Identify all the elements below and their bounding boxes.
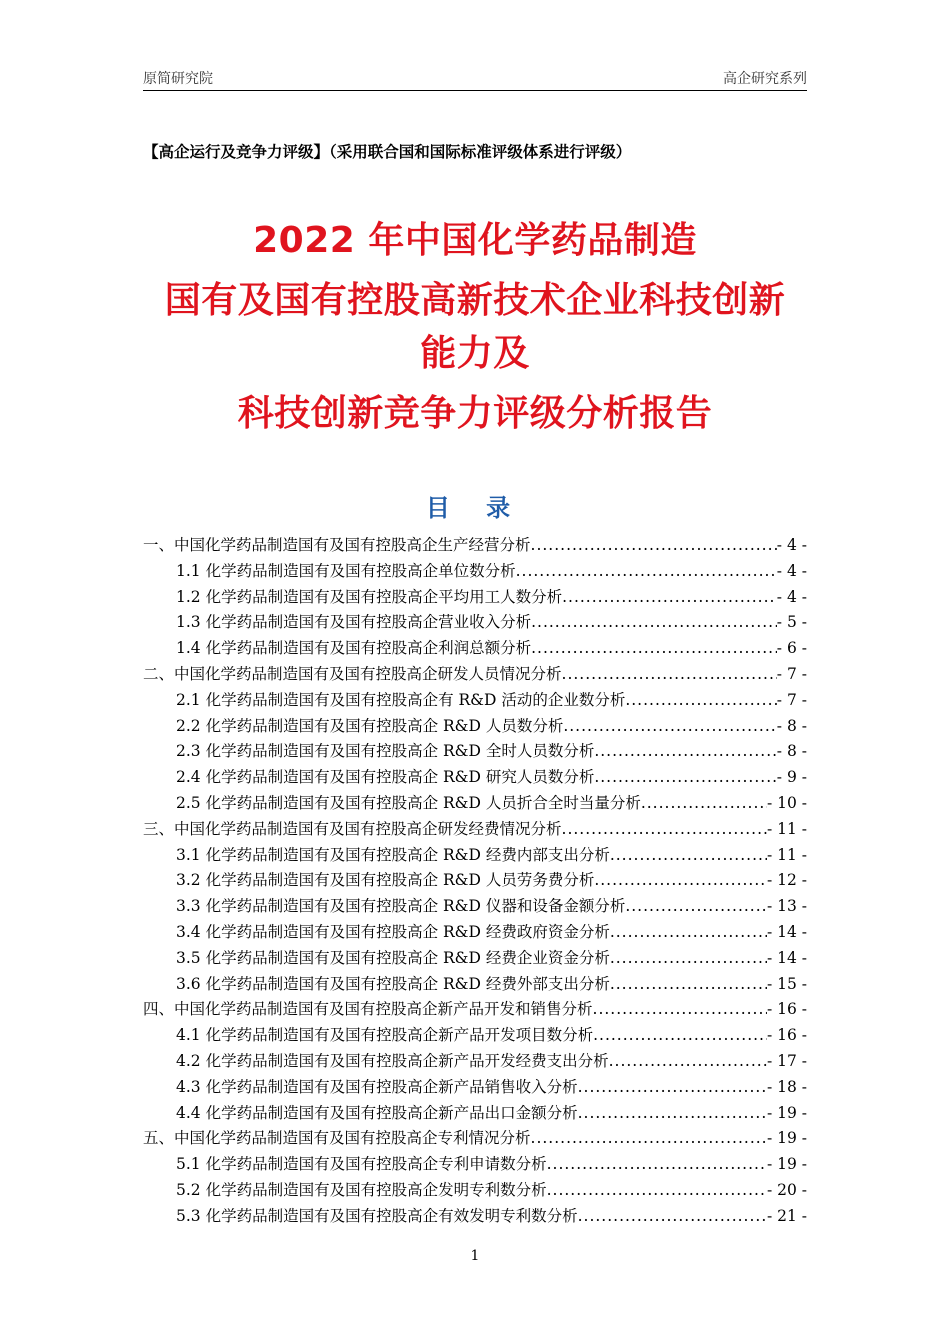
toc-leader-dots [594, 768, 776, 786]
toc-entry[interactable] [143, 946, 807, 972]
toc-entry-page: - 11 - [766, 819, 807, 838]
toc-entry[interactable] [143, 636, 807, 662]
toc-entry-page: - 19 - [766, 1103, 807, 1122]
toc-leader-dots [562, 820, 767, 838]
toc-entry[interactable] [143, 1204, 807, 1230]
toc-entry-title: 4.2 化学药品制造国有及国有控股高企新产品开发经费支出分析 [176, 1051, 609, 1070]
toc-entry[interactable] [143, 559, 807, 585]
toc-entry[interactable] [143, 662, 807, 688]
toc-entry[interactable] [143, 533, 807, 559]
toc-entry-page: - 19 - [766, 1155, 807, 1174]
toc-entry-title: 一、中国化学药品制造国有及国有控股高企生产经营分析 [143, 536, 531, 554]
toc-leader-dots [531, 1129, 767, 1147]
toc-entry-page: - 17 - [766, 1051, 807, 1070]
toc-entry-title: 3.4 化学药品制造国有及国有控股高企 R&D 经费政府资金分析 [176, 922, 610, 941]
toc-leader-dots [610, 949, 767, 967]
toc-entry-page: - 7 - [776, 664, 807, 683]
toc-entry-title: 2.4 化学药品制造国有及国有控股高企 R&D 研究人员数分析 [176, 768, 595, 787]
toc-entry-page: - 14 - [766, 948, 807, 967]
toc-leader-dots [578, 1078, 767, 1096]
toc-entry-page: - 10 - [766, 793, 807, 812]
toc-leader-dots [562, 665, 777, 683]
toc-entry[interactable] [143, 1126, 807, 1152]
toc-entry[interactable] [143, 1178, 807, 1204]
toc-leader-dots [641, 794, 767, 812]
title-line-4: 科技创新竞争力评级分析报告 [237, 393, 713, 434]
page-number: 1 [470, 1248, 480, 1264]
header-left: 原简研究院 [143, 71, 213, 87]
toc-entry-title: 2.3 化学药品制造国有及国有控股高企 R&D 全时人员数分析 [176, 742, 595, 761]
toc-leader-dots [547, 1155, 767, 1173]
toc-entry[interactable] [143, 894, 807, 920]
toc-entry[interactable] [143, 972, 807, 998]
toc-entry-page: - 21 - [766, 1206, 807, 1225]
toc-entry[interactable] [143, 765, 807, 791]
toc-entry-page: - 16 - [766, 1000, 807, 1019]
toc-entry-title: 四、中国化学药品制造国有及国有控股高企新产品开发和销售分析 [143, 1000, 593, 1019]
toc-leader-dots [610, 975, 767, 993]
toc-leader-dots [625, 897, 767, 915]
toc-entry[interactable] [143, 1075, 807, 1101]
toc-entry-page: - 19 - [766, 1129, 807, 1148]
toc-entry[interactable] [143, 585, 807, 611]
toc-entry-page: - 4 - [776, 536, 807, 554]
toc-entry[interactable] [143, 997, 807, 1023]
toc-entry[interactable] [143, 1023, 807, 1049]
toc-leader-dots [610, 846, 767, 864]
toc-entry[interactable] [143, 739, 807, 765]
toc-entry[interactable] [143, 843, 807, 869]
toc-entry[interactable] [143, 920, 807, 946]
toc-entry-title: 5.1 化学药品制造国有及国有控股高企专利申请数分析 [176, 1155, 547, 1174]
toc-entry-title: 1.1 化学药品制造国有及国有控股高企单位数分析 [176, 561, 516, 580]
toc-entry-title: 2.5 化学药品制造国有及国有控股高企 R&D 人员折合全时当量分析 [176, 793, 641, 812]
toc-entry[interactable] [143, 714, 807, 740]
toc-entry-page: - 18 - [766, 1077, 807, 1096]
toc-heading: 目 录 [425, 494, 525, 522]
toc-entry-title: 五、中国化学药品制造国有及国有控股高企专利情况分析 [143, 1129, 531, 1148]
toc-entry-title: 3.2 化学药品制造国有及国有控股高企 R&D 人员劳务费分析 [176, 871, 595, 890]
toc-entry-title: 5.3 化学药品制造国有及国有控股高企有效发明专利数分析 [176, 1206, 578, 1225]
toc-entry-page: - 7 - [776, 690, 807, 709]
toc-entry-title: 3.5 化学药品制造国有及国有控股高企 R&D 经费企业资金分析 [176, 948, 610, 967]
toc-entry-page: - 13 - [766, 897, 807, 916]
toc-entry-page: - 11 - [766, 845, 807, 864]
toc-leader-dots [594, 742, 776, 760]
toc-leader-dots [578, 1207, 767, 1225]
toc-entry[interactable] [143, 868, 807, 894]
toc-entry-page: - 9 - [776, 768, 807, 787]
toc-leader-dots [594, 871, 767, 889]
toc-entry-page: - 5 - [776, 613, 807, 632]
toc-entry-page: - 4 - [776, 561, 807, 580]
toc-entry-title: 5.2 化学药品制造国有及国有控股高企发明专利数分析 [176, 1180, 547, 1199]
toc-leader-dots [610, 923, 767, 941]
toc-leader-dots [593, 1026, 767, 1044]
toc-entry-title: 3.3 化学药品制造国有及国有控股高企 R&D 仪器和设备金额分析 [176, 897, 626, 916]
toc-entry-page: - 14 - [766, 922, 807, 941]
toc-entry[interactable] [143, 1101, 807, 1127]
toc-leader-dots [563, 717, 776, 735]
toc-entry[interactable] [143, 817, 807, 843]
toc-entry-title: 4.1 化学药品制造国有及国有控股高企新产品开发项目数分析 [176, 1026, 594, 1045]
toc-entry[interactable] [143, 791, 807, 817]
toc-entry-page: - 8 - [776, 742, 807, 761]
toc-entry[interactable] [143, 1152, 807, 1178]
toc-entry-page: - 12 - [766, 871, 807, 890]
toc-entry-page: - 15 - [766, 974, 807, 993]
toc-entry-title: 1.3 化学药品制造国有及国有控股高企营业收入分析 [176, 613, 532, 632]
toc-leader-dots [516, 562, 777, 580]
toc-entry[interactable] [143, 610, 807, 636]
title-line-1: 2022 年中国化学药品制造 [253, 220, 697, 261]
toc-entry-title: 1.4 化学药品制造国有及国有控股高企利润总额分析 [176, 639, 532, 658]
toc-entry-title: 三、中国化学药品制造国有及国有控股高企研发经费情况分析 [143, 819, 562, 838]
toc-entry-page: - 8 - [776, 716, 807, 735]
toc-entry[interactable] [143, 1049, 807, 1075]
toc-leader-dots [609, 1052, 767, 1070]
toc-entry-title: 3.1 化学药品制造国有及国有控股高企 R&D 经费内部支出分析 [176, 845, 610, 864]
toc-leader-dots [531, 639, 777, 657]
toc-entry-page: - 6 - [776, 639, 807, 658]
title-line-3: 能力及 [420, 333, 530, 374]
toc-entry-title: 2.1 化学药品制造国有及国有控股高企有 R&D 活动的企业数分析 [176, 690, 626, 709]
toc-entry-title: 4.4 化学药品制造国有及国有控股高企新产品出口金额分析 [176, 1103, 578, 1122]
table-of-contents [143, 533, 807, 1230]
toc-entry-title: 4.3 化学药品制造国有及国有控股高企新产品销售收入分析 [176, 1077, 578, 1096]
title-line-2: 国有及国有控股高新技术企业科技创新 [164, 280, 786, 321]
toc-entry[interactable] [143, 688, 807, 714]
toc-leader-dots [562, 588, 777, 606]
toc-entry-page: - 16 - [766, 1026, 807, 1045]
toc-entry-title: 3.6 化学药品制造国有及国有控股高企 R&D 经费外部支出分析 [176, 974, 610, 993]
toc-entry-title: 1.2 化学药品制造国有及国有控股高企平均用工人数分析 [176, 587, 563, 606]
toc-entry-title: 二、中国化学药品制造国有及国有控股高企研发人员情况分析 [143, 664, 562, 683]
toc-leader-dots [578, 1104, 767, 1122]
toc-leader-dots [625, 691, 776, 709]
page-header [143, 68, 807, 91]
toc-leader-dots [547, 1181, 767, 1199]
toc-leader-dots [593, 1000, 767, 1018]
toc-entry-page: - 20 - [766, 1180, 807, 1199]
toc-leader-dots [531, 613, 777, 631]
toc-entry-title: 2.2 化学药品制造国有及国有控股高企 R&D 人员数分析 [176, 716, 564, 735]
toc-leader-dots [531, 536, 777, 554]
rating-line: 【高企运行及竞争力评级】（采用联合国和国际标准评级体系进行评级） [143, 143, 632, 161]
toc-entry-page: - 4 - [776, 587, 807, 606]
header-right: 高企研究系列 [723, 71, 807, 87]
